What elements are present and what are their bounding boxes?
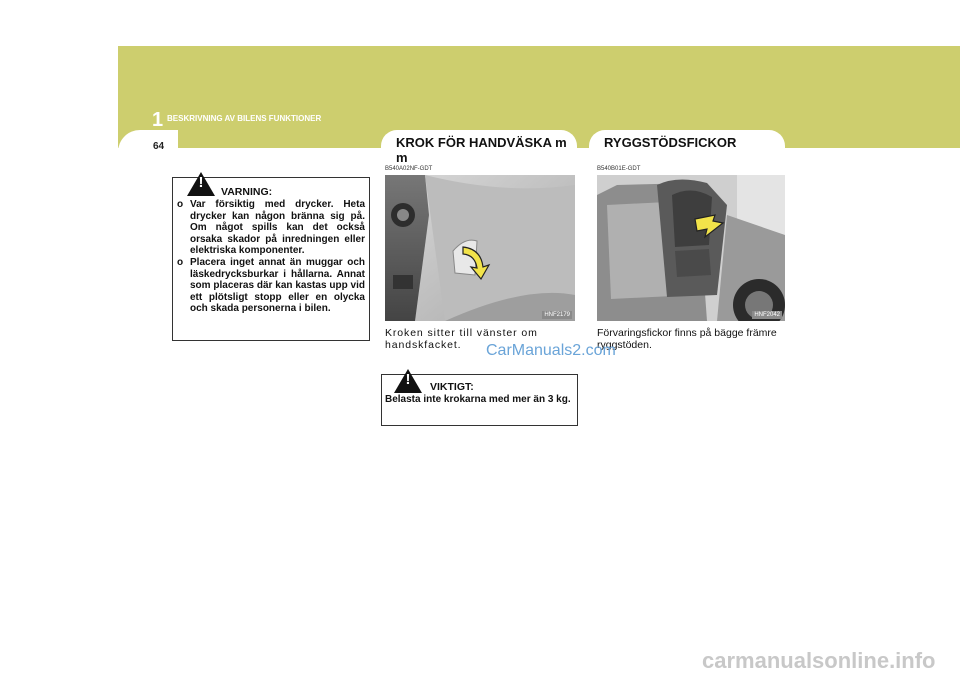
header-corner — [118, 130, 178, 170]
section-title-hook-line1: KROK FÖR HANDVÄSKA m — [396, 135, 567, 150]
watermark-carmanualsonline: carmanualsonline.info — [702, 648, 936, 673]
warning-item-text: Placera inget annat än muggar och läskedrycksburkar i hållarna. Annat som placeras där kan kastas upp vid ett plötsligt stopp eller en olycka och skada personerna i bilen. — [190, 257, 365, 315]
chapter-number: 1 — [152, 109, 164, 131]
caution-icon-mark: ! — [405, 371, 411, 388]
chapter-title: BESKRIVNING AV BILENS FUNKTIONER — [167, 114, 322, 123]
warning-box — [172, 174, 370, 341]
pocket-body-text: Förvaringsfickor finns på bägge främre ryggstöden. — [597, 327, 777, 351]
pocket-photo — [597, 175, 785, 321]
hook-photo — [385, 175, 575, 321]
hook-body-text: Kroken sitter till vänster om handskfacket. — [385, 327, 538, 351]
section-code-hook: B540A02NF-GDT — [385, 166, 433, 172]
warning-bullet: o — [177, 199, 184, 210]
page-number: 64 — [153, 141, 165, 152]
note-text: Belasta inte krokarna med mer än 3 kg. — [385, 394, 571, 405]
note-box — [381, 371, 578, 426]
section-title-pocket: RYGGSTÖDSFICKOR — [604, 135, 737, 150]
note-heading: VIKTIGT: — [430, 381, 474, 393]
section-title-hook-line2: m — [396, 150, 408, 165]
section-code-pocket: B540B01E-GDT — [597, 166, 641, 172]
warning-icon-mark: ! — [198, 174, 204, 191]
hook-photo-illustration — [385, 175, 575, 321]
pocket-photo-illustration — [597, 175, 785, 321]
warning-bullet: o — [177, 257, 184, 268]
warning-item — [177, 257, 365, 315]
warning-heading: VARNING: — [221, 186, 273, 198]
warning-item-text: Var försiktig med drycker. Heta drycker kan någon bränna sig på. Om något spills kan det också orsaka skador på inredningen eller elektriska komponenter. — [190, 199, 365, 257]
section-title-hook — [396, 135, 567, 165]
watermark-carmanuals2: CarManuals2.com — [486, 342, 616, 359]
pocket-image-code: HNF2042 — [754, 312, 780, 318]
warning-item — [177, 199, 365, 257]
hook-image-code: HNF2179 — [544, 312, 570, 318]
